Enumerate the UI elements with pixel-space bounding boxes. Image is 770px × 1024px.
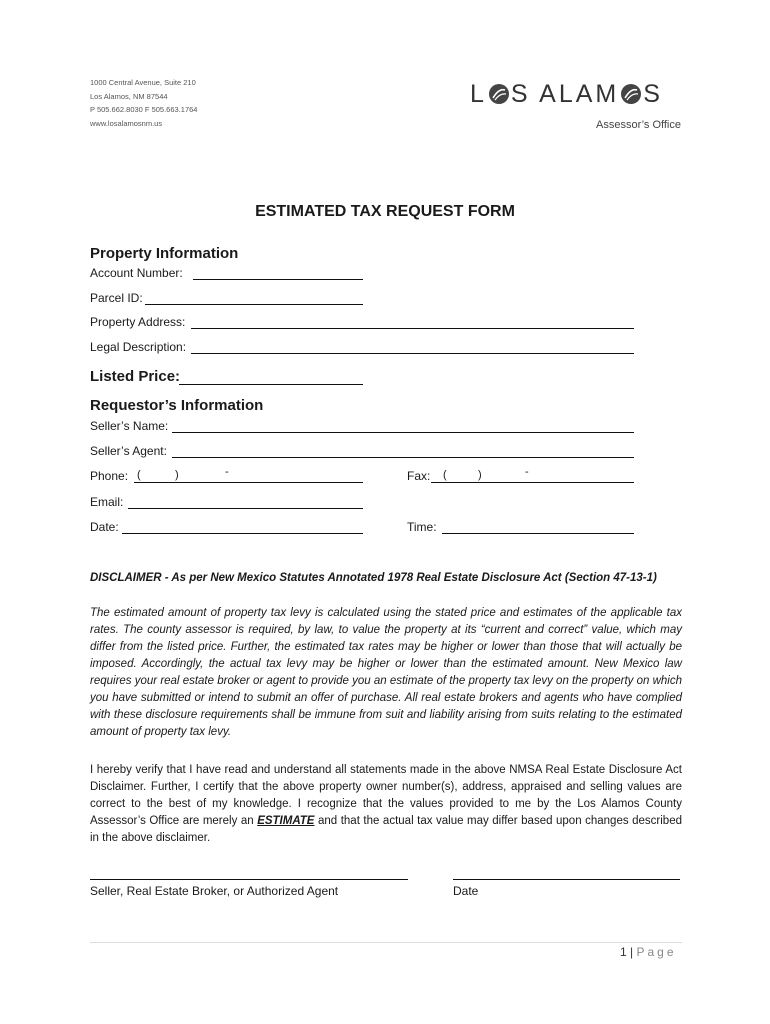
listed-price-label: Listed Price:: [90, 368, 181, 385]
estimate-emphasis: ESTIMATE: [257, 815, 315, 827]
address-line: www.losalamosnm.us: [90, 118, 163, 128]
date-line[interactable]: [122, 533, 363, 534]
office-address-block: [90, 76, 197, 130]
disclaimer-heading: DISCLAIMER - As per New Mexico Statutes Annotated 1978 Real Estate Disclosure Act (Section 47-13-1): [90, 572, 657, 584]
fax-field[interactable]: Fax: ( ) -: [407, 469, 637, 485]
signature-date-line[interactable]: [453, 879, 680, 880]
parcel-id-label: Parcel ID:: [90, 291, 143, 305]
verification-paragraph: [90, 762, 682, 847]
phone-field[interactable]: Phone: ( ) -: [90, 469, 370, 485]
time-line[interactable]: [442, 533, 634, 534]
legal-description-line[interactable]: [191, 353, 634, 354]
property-address-line[interactable]: [191, 328, 634, 329]
legal-description-label: Legal Description:: [90, 340, 187, 354]
signer-label: Seller, Real Estate Broker, or Authorized Agent: [90, 884, 339, 898]
account-number-label: Account Number:: [90, 266, 183, 280]
phone-label: Phone:: [90, 469, 129, 483]
seller-name-label: Seller’s Name:: [90, 419, 169, 433]
property-address-label: Property Address:: [90, 315, 186, 329]
signature-date-label: Date: [453, 884, 479, 898]
property-info-heading: Property Information: [90, 245, 239, 262]
verification-text: and that the actual tax value may differ based upon changes described in the above disclaimer.: [90, 815, 682, 844]
email-label: Email:: [90, 495, 124, 509]
form-title: ESTIMATED TAX REQUEST FORM: [255, 203, 515, 220]
footer-divider: [90, 942, 682, 943]
phone-line[interactable]: [134, 482, 363, 483]
parcel-id-line[interactable]: [145, 304, 363, 305]
parcel-id-field[interactable]: [90, 291, 143, 307]
leaf-globe-icon: [488, 83, 510, 105]
signature-line[interactable]: [90, 879, 408, 880]
time-field[interactable]: [407, 520, 637, 536]
seller-name-field[interactable]: [90, 419, 168, 435]
seller-name-line[interactable]: [172, 432, 634, 433]
property-address-field[interactable]: [90, 315, 185, 331]
leaf-globe-icon: [620, 83, 642, 105]
listed-price-field[interactable]: [90, 368, 180, 388]
account-number-field[interactable]: [90, 266, 183, 282]
listed-price-line[interactable]: [179, 384, 363, 385]
email-field[interactable]: [90, 495, 370, 511]
seller-agent-line[interactable]: [172, 457, 634, 458]
address-line: 1000 Central Avenue, Suite 210: [90, 78, 196, 87]
assessors-office-label: Assessor’s Office: [596, 119, 681, 131]
legal-description-field[interactable]: [90, 340, 186, 356]
address-line: Los Alamos, NM 87544: [90, 91, 168, 101]
time-label: Time:: [407, 520, 437, 534]
seller-agent-field[interactable]: [90, 444, 167, 460]
account-number-line[interactable]: [193, 279, 363, 280]
email-line[interactable]: [128, 508, 363, 509]
date-field[interactable]: [90, 520, 370, 536]
verification-text: I hereby verify that I have read and understand all statements made in the above NMSA Real Estate Disclosure Act Disclaimer. Further, I certify that the above property owner number(s), address, appraised and selling values are correct to the best of my knowledge. I recognize that the values provided to me by the Los Alamos County Assessor’s Office are merely an: [90, 764, 682, 827]
seller-agent-label: Seller’s Agent:: [90, 444, 167, 458]
date-label: Date:: [90, 520, 119, 534]
los-alamos-logo: L S ALAM S: [470, 80, 663, 108]
fax-label: Fax:: [407, 469, 431, 483]
fax-line[interactable]: [431, 482, 634, 483]
page-number: 1 | Page: [620, 945, 677, 959]
requestor-info-heading: Requestor’s Information: [90, 397, 264, 414]
address-line: P 505.662.8030 F 505.663.1764: [90, 105, 198, 114]
disclaimer-body: The estimated amount of property tax levy is calculated using the stated price and estimates of the applicable tax rates. The county assessor is required, by law, to value the property at its “current and correct” value, which may differ from the listed price. Further, the estimated tax rates may be higher or lower than those that will actually be imposed. Accordingly, the actual tax levy may be higher or lower than the estimated amount. New Mexico law requires your real estate broker or agent to provide you an estimate of the property tax levy on the property on which you have submitted or intend to submit an offer of purchase. All real estate brokers and agents who have complied with these disclosure requirements shall be immune from suit and liability arising from suits relating to the estimated amount of property tax levy.: [90, 607, 682, 738]
